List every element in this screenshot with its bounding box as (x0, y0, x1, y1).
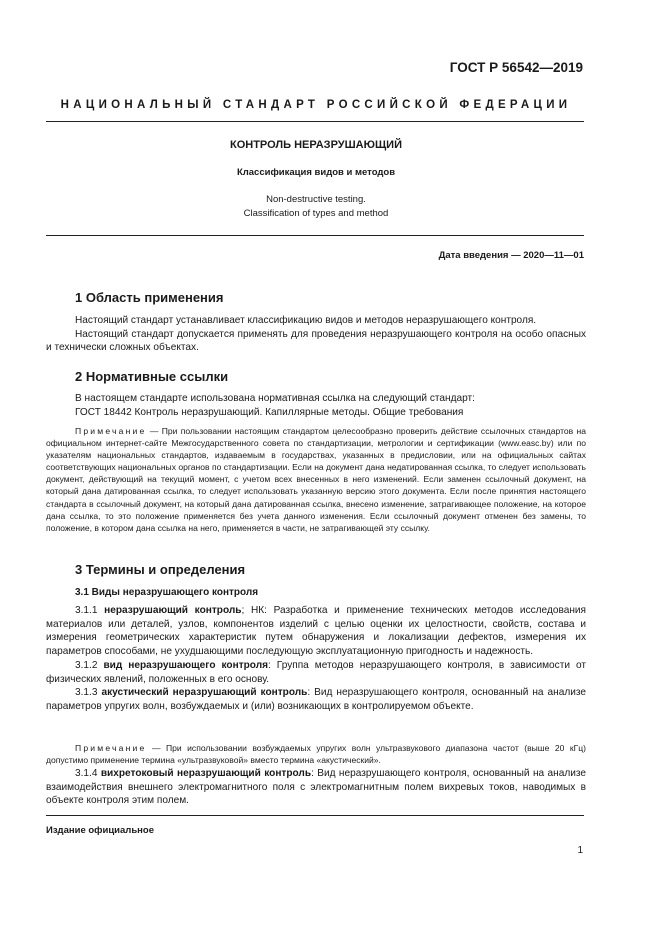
term-number: 3.1.4 (75, 768, 101, 779)
english-title-line-1: Non-destructive testing. (266, 194, 366, 205)
term-definition: : Вид неразрушающего контроля, основанный на анализе взаимодействия внешнего электромагнитного поля с электромагнитным полем вихревых токов, наводимых в объекте контроля этим полем. (46, 768, 586, 807)
section-2-body (46, 392, 586, 419)
note-label: Примечание (75, 743, 147, 753)
top-divider (46, 121, 584, 122)
section-1-body (46, 314, 586, 355)
term-number: 3.1.2 (75, 659, 104, 671)
term-definition: : Вид неразрушающего контроля, основанный на анализе параметров упругих волн, возбуждаемых и (или) возникающих в контролируемом объекте. (46, 687, 586, 712)
section-2-note (46, 425, 586, 534)
term-name: акустический неразрушающий контроль (101, 687, 308, 699)
note-text: — При использовании возбуждаемых упругих волн ультразвукового диапазона частот (выше 20 кГц) допустимо применение термина «ультразвуковой» вместо термина «акустический». (46, 743, 586, 766)
document-code: ГОСТ Р 56542—2019 (449, 60, 583, 75)
edition-label: Издание официальное (46, 825, 154, 836)
section-2-reference: ГОСТ 18442 Контроль неразрушающий. Капиллярные методы. Общие требования (75, 406, 464, 418)
term-definition: ; НК: Разработка и применение технических методов исследования материалов или деталей, узлов, компонентов изделий с целью оценки их целостности, свойств, состава и измерения геометрических характеристик путем обнаружения и локализации дефектов, измерения их параметров способами, не ухудшающими последующую эксплуатационную пригодность и надежность. (46, 605, 586, 658)
note-label: Примечание (75, 426, 147, 436)
term-number: 3.1.1 (75, 605, 105, 616)
term-3-1-2 (46, 659, 586, 686)
section-1-paragraph: Настоящий стандарт допускается применять для проведения неразрушающего контроля на особо опасных и технически сложных объектах. (46, 328, 586, 354)
national-standard-banner: НАЦИОНАЛЬНЫЙ СТАНДАРТ РОССИЙСКОЙ ФЕДЕРАЦИИ (60, 99, 572, 111)
note-text: — При пользовании настоящим стандартом целесообразно проверить действие ссылочных стандартов на официальном интернет-сайте Межгосударственного совета по стандартизации, метрологии и сертификации (www.easc.by) или по указателям национальных стандартов, издаваемым в государствах, указанных в предисловии, или на официальных сайтах соответствующих национальных органов по стандартизации. Если на документ дана недатированная ссылка, то следует использовать документ, действующий на текущий момент, с учетом всех внесенных в него изменений. Если заменен ссылочный документ, на который дана датированная ссылка, то следует использовать указанную версию этого документа. Если после принятия настоящего стандарта в ссылочный документ, на который дана датированная ссылка, внесено изменение, затрагивающее положение, на которое дана ссылка, то это положение применяется без учета данного изменения. Если ссылочный документ отменен без замены, то положение, в котором дана ссылка на него, применяется в части, не затрагивающей эту ссылку. (46, 426, 586, 533)
term-name: вид неразрушающего контроля (103, 659, 269, 671)
term-definition: : Группа методов неразрушающего контроля, в зависимости от физических явлений, положенных в его основу. (46, 659, 586, 685)
introduction-date: Дата введения — 2020—11—01 (438, 250, 584, 261)
footer-divider (46, 815, 584, 816)
page-number: 1 (577, 845, 583, 856)
title-divider (46, 235, 584, 236)
section-3-note (46, 742, 586, 766)
document-title: КОНТРОЛЬ НЕРАЗРУШАЮЩИЙ (230, 139, 402, 151)
term-3-1-4 (46, 767, 586, 808)
term-name: неразрушающий контроль (104, 605, 242, 616)
english-title (46, 193, 586, 221)
document-subtitle: Классификация видов и методов (236, 167, 396, 178)
section-1-heading: 1 Область применения (75, 290, 224, 305)
term-name: вихретоковый неразрушающий контроль (100, 768, 312, 779)
subsection-3-1-heading: 3.1 Виды неразрушающего контроля (75, 587, 259, 598)
term-3-1-3 (46, 686, 586, 713)
section-3-body-continued (46, 767, 586, 808)
section-3-body (46, 604, 586, 714)
section-2-paragraph: В настоящем стандарте использована нормативная ссылка на следующий стандарт: (75, 393, 475, 404)
english-title-line-2: Classification of types and method (243, 208, 389, 219)
section-1-paragraph: Настоящий стандарт устанавливает классификацию видов и методов неразрушающего контроля. (75, 315, 537, 326)
term-3-1-1 (46, 604, 586, 659)
term-number: 3.1.3 (75, 687, 102, 699)
section-2-heading: 2 Нормативные ссылки (75, 369, 229, 384)
section-3-heading: 3 Термины и определения (75, 562, 246, 577)
